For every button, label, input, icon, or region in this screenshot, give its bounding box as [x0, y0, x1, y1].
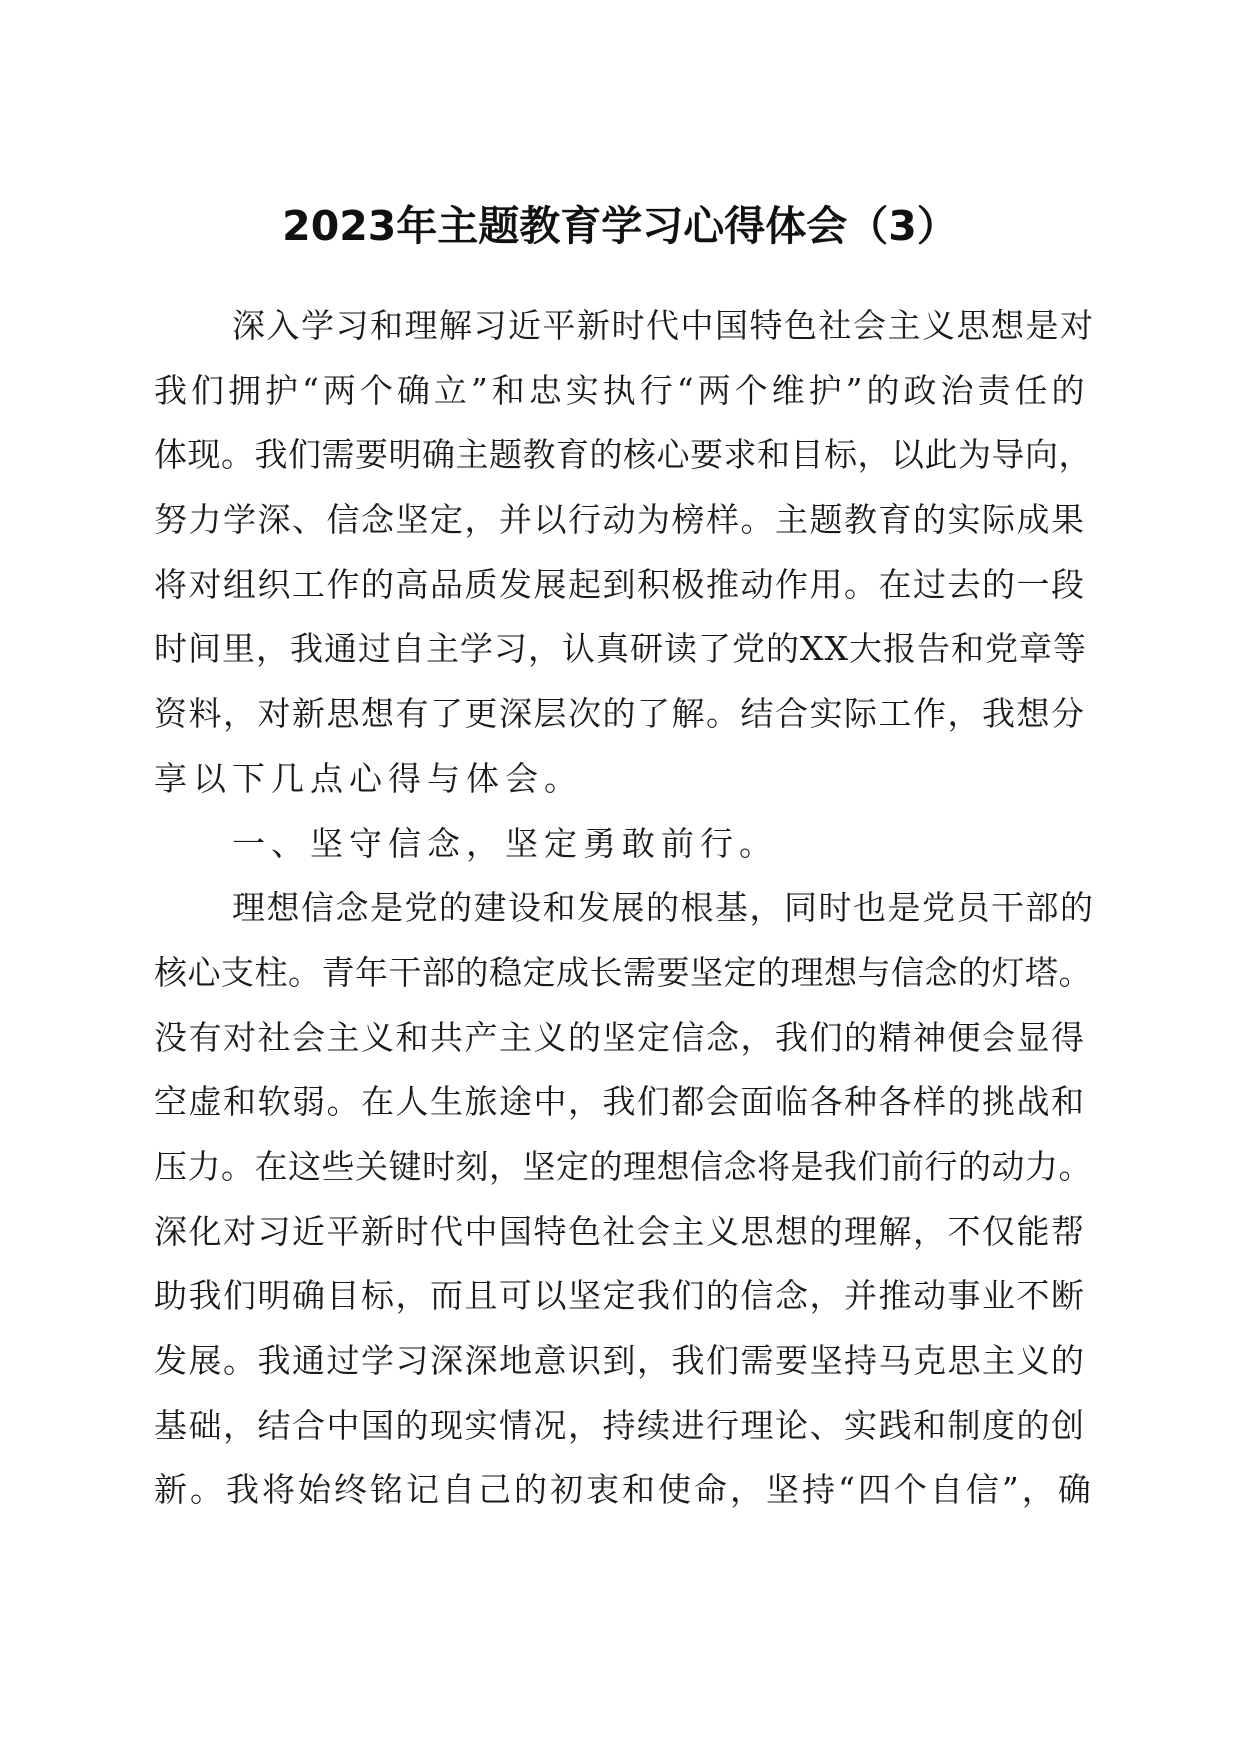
text-line: 发展。我通过学习深深地意识到，我们需要坚持马克思主义的 [154, 1341, 1086, 1380]
text-line: 努力学深、信念坚定，并以行动为榜样。主题教育的实际成果 [154, 500, 1086, 540]
text-line: 享以下几点心得与体会。 [154, 758, 583, 798]
document-body [154, 294, 1098, 1523]
text-line: 深化对习近平新时代中国特色社会主义思想的理解，不仅能帮 [154, 1211, 1086, 1251]
text-line: 基础，结合中国的现实情况，持续进行理论、实践和制度的创 [154, 1405, 1086, 1445]
text-line: 时间里，我通过自主学习，认真研读了党的XX大报告和党章等 [154, 629, 1087, 669]
text-line: 理想信念是党的建设和发展的根基，同时也是党员干部的 [232, 888, 1095, 928]
text-line: 将对组织工作的高品质发展起到积极推动作用。在过去的一段 [154, 564, 1086, 604]
text-line: 空虚和软弱。在人生旅途中，我们都会面临各种各样的挑战和 [154, 1082, 1086, 1122]
text-line: 助我们明确目标，而且可以坚定我们的信念，并推动事业不断 [154, 1276, 1086, 1316]
text-line: 体现。我们需要明确主题教育的核心要求和目标，以此为导向， [154, 435, 1092, 475]
text-line: 没有对社会主义和共产主义的坚定信念，我们的精神便会显得 [154, 1017, 1086, 1057]
text-line: 核心支柱。青年干部的稳定成长需要坚定的理想与信念的灯塔。 [154, 952, 1092, 992]
section-heading: 一、坚守信念，坚定勇敢前行。 [232, 823, 778, 863]
text-line: 深入学习和理解习近平新时代中国特色社会主义思想是对 [232, 306, 1095, 345]
text-line: 我们拥护“两个确立”和忠实执行“两个维护”的政治责任的 [154, 370, 1089, 410]
document-title: 2023年主题教育学习心得体会（3） [282, 202, 958, 250]
text-line: 压力。在这些关键时刻，坚定的理想信念将是我们前行的动力。 [154, 1146, 1092, 1186]
text-line: 资料，对新思想有了更深层次的了解。结合实际工作，我想分 [154, 694, 1086, 734]
text-line: 新。我将始终铭记自己的初衷和使命，坚持“四个自信”，确 [154, 1470, 1094, 1510]
